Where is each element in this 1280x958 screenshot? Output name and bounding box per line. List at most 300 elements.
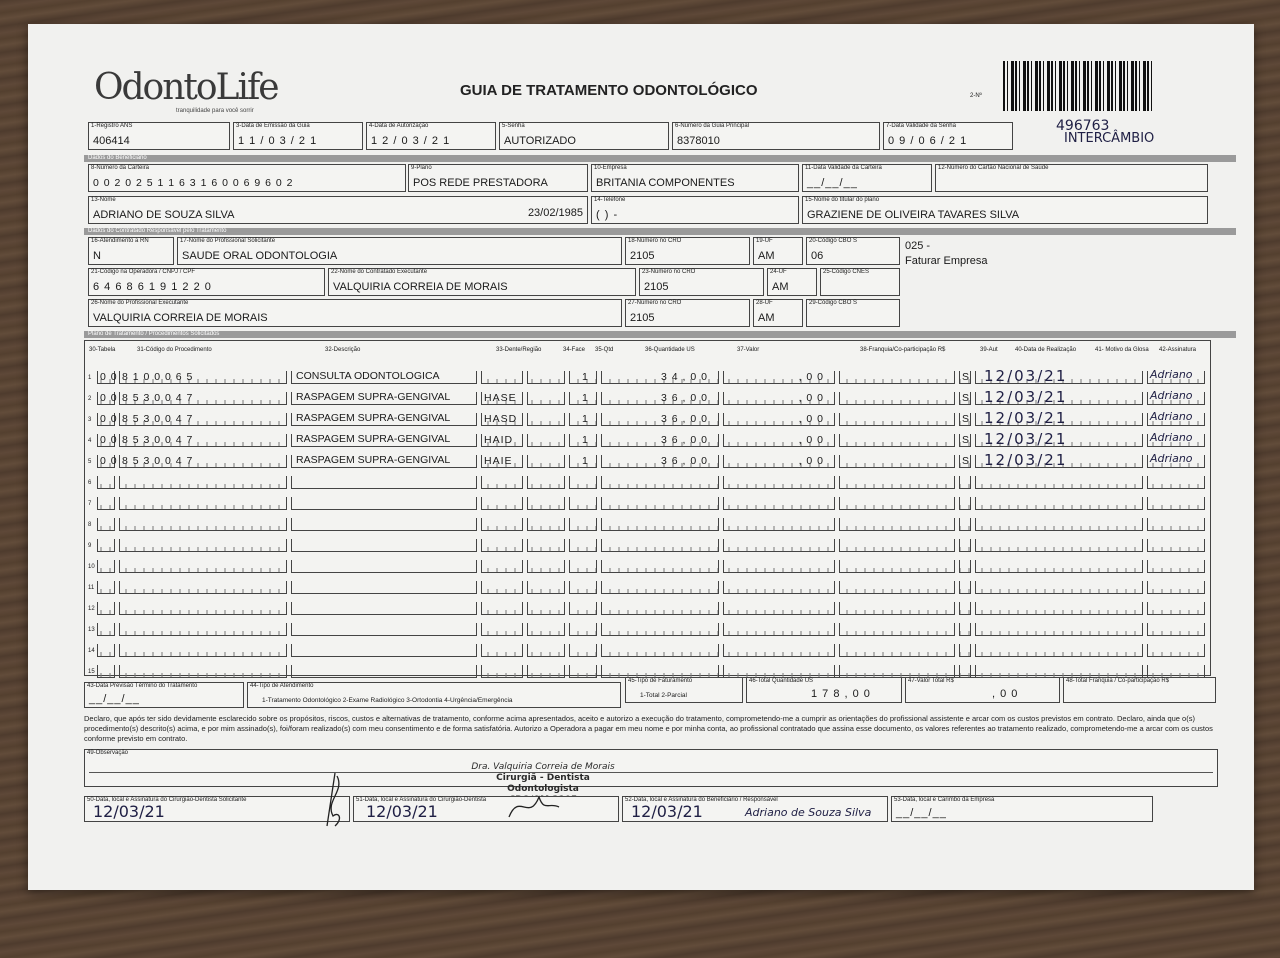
- cell-assinatura[interactable]: [1147, 452, 1205, 468]
- cell-face[interactable]: [527, 434, 565, 447]
- cell-dente[interactable]: [481, 434, 523, 447]
- field-senha[interactable]: 5-Senha AUTORIZADO: [499, 122, 669, 150]
- cell-data-text: 12/03/21: [984, 409, 1068, 427]
- field-assinatura-solicitante[interactable]: 50-Data, local e Assinatura do Cirurgião-Dentista Solicitante 12/03/21: [84, 796, 350, 822]
- cell-data[interactable]: [975, 560, 1143, 573]
- cell-tabela[interactable]: [97, 476, 115, 489]
- cell-assinatura[interactable]: [1147, 431, 1205, 447]
- cell-dente[interactable]: [481, 581, 523, 594]
- cell-us[interactable]: [601, 623, 719, 636]
- cell-aut[interactable]: [959, 413, 971, 426]
- cell-assinatura-text: Adriano: [1150, 410, 1193, 423]
- cell-descricao[interactable]: [291, 581, 477, 594]
- table-row: [85, 539, 1210, 553]
- table-row: [85, 451, 1210, 469]
- cell-tabela[interactable]: [97, 644, 115, 657]
- cell-aut-text: S: [962, 455, 971, 467]
- field-registro-ans[interactable]: 1-Registro ANS 406414: [88, 122, 230, 150]
- cell-data-text: 12/03/21: [984, 451, 1068, 469]
- cell-valor[interactable]: [723, 413, 835, 426]
- table-body: [85, 341, 1210, 675]
- cell-tabela[interactable]: [97, 539, 115, 552]
- cell-data[interactable]: [975, 581, 1143, 594]
- cell-dente[interactable]: [481, 413, 523, 426]
- cell-codigo[interactable]: [119, 665, 287, 678]
- cell-descricao[interactable]: [291, 392, 477, 405]
- row-number: 15: [88, 669, 95, 675]
- table-row: [85, 430, 1210, 448]
- cell-us[interactable]: [601, 455, 719, 468]
- cell-aut[interactable]: [959, 644, 971, 657]
- table-row: [85, 409, 1210, 427]
- cell-descricao[interactable]: [291, 518, 477, 531]
- cell-qtd-text: 1: [582, 455, 588, 467]
- cell-assinatura[interactable]: [1147, 644, 1205, 657]
- cell-codigo[interactable]: [119, 434, 287, 447]
- cell-franquia[interactable]: [839, 623, 955, 636]
- beneficiario-signature: Adriano de Souza Silva: [745, 806, 872, 819]
- guide-number: 496763: [1056, 118, 1110, 134]
- cell-descricao[interactable]: [291, 539, 477, 552]
- cell-aut[interactable]: [959, 497, 971, 510]
- cell-data[interactable]: [975, 539, 1143, 552]
- cell-face[interactable]: [527, 455, 565, 468]
- cell-tabela[interactable]: [97, 581, 115, 594]
- cell-qtd-text: 1: [582, 371, 588, 383]
- cell-valor[interactable]: [723, 455, 835, 468]
- cell-valor[interactable]: [723, 623, 835, 636]
- cell-us-text: 3 6 , 0 0: [661, 392, 708, 404]
- cell-valor[interactable]: [723, 434, 835, 447]
- cell-data[interactable]: [975, 409, 1143, 427]
- cell-dente[interactable]: [481, 665, 523, 678]
- field-data-emissao[interactable]: 3-Data de Emissão da Guia 1 1 / 0 3 / 2 1: [233, 122, 363, 150]
- cell-aut[interactable]: [959, 434, 971, 447]
- table-header-32: 32-Descrição: [325, 347, 361, 353]
- cell-qtd-text: 1: [582, 413, 588, 425]
- cell-valor-text: , 0 0: [798, 434, 824, 446]
- cell-assinatura[interactable]: [1147, 602, 1205, 615]
- cell-tabela[interactable]: [97, 560, 115, 573]
- cell-face[interactable]: [527, 623, 565, 636]
- field-tipo-faturamento[interactable]: 45-Tipo de Faturamento 1-Total 2-Parcial: [625, 677, 743, 703]
- cell-qtd-text: 1: [582, 434, 588, 446]
- field-uf-28[interactable]: 28-UF AM: [753, 299, 803, 327]
- cell-dente[interactable]: [481, 539, 523, 552]
- cell-valor[interactable]: [723, 644, 835, 657]
- cell-codigo-text: 8 5 3 0 0 4 7: [122, 392, 194, 404]
- cell-dente[interactable]: [481, 392, 523, 405]
- cell-us[interactable]: [601, 539, 719, 552]
- cell-qtd[interactable]: [569, 602, 597, 615]
- cell-qtd[interactable]: [569, 560, 597, 573]
- row-number: 10: [88, 564, 95, 570]
- cell-codigo-text: 8 5 3 0 0 4 7: [122, 413, 194, 425]
- cell-descricao[interactable]: [291, 623, 477, 636]
- field-cartao-sus[interactable]: 12-Número do Cartão Nacional de Saúde: [935, 164, 1208, 192]
- table-row: [85, 518, 1210, 532]
- table-header-42: 42-Assinatura: [1159, 347, 1197, 353]
- cell-us-text: 3 4 , 0 0: [661, 371, 708, 383]
- cell-data-text: 12/03/21: [984, 430, 1068, 448]
- field-assinatura-beneficiario[interactable]: 52-Data, local e Assinatura do Beneficiário / Responsável 12/03/21 Adriano de Souza Silva: [622, 796, 888, 822]
- row-number: 12: [88, 606, 95, 612]
- cell-us-text: 3 6 , 0 0: [661, 455, 708, 467]
- signature-dentista: [504, 787, 564, 827]
- cell-face[interactable]: [527, 602, 565, 615]
- cell-tabela-text: 0 0: [100, 413, 118, 425]
- field-carimbo-empresa[interactable]: 53-Data, local e Carimbo da Empresa __/__/__: [891, 796, 1153, 822]
- field-cnpj[interactable]: 21-Código na Operadora / CNPJ / CPF 6 4 6 8 6 1 9 1 2 2 0: [88, 268, 325, 296]
- cell-codigo-text: 8 5 3 0 0 4 7: [122, 455, 194, 467]
- cell-aut[interactable]: [959, 560, 971, 573]
- field-empresa[interactable]: 10-Empresa BRITANIA COMPONENTES: [591, 164, 799, 192]
- table-row: [85, 581, 1210, 595]
- cell-franquia[interactable]: [839, 455, 955, 468]
- cell-valor[interactable]: [723, 581, 835, 594]
- table-row: [85, 623, 1210, 637]
- cell-codigo[interactable]: [119, 560, 287, 573]
- cell-codigo-text: 8 1 0 0 0 6 5: [122, 371, 194, 383]
- cell-tabela[interactable]: [97, 392, 118, 405]
- cell-tabela-text: 0 0: [100, 434, 118, 446]
- faturar-text: Faturar Empresa: [905, 255, 988, 267]
- cell-codigo[interactable]: [119, 455, 287, 468]
- declaration-text: Declaro, que após ter sido devidamente esclarecido sobre os propósitos, riscos, custos e alternativas de tratamento, conforme acima apresentados, aceito e autorizo a execução do tratamento, comprometendo-me a cumprir as orientações do profissional assistente e arcar com os custos previstos em contrato. Declaro, ainda que o(s) procedimento(s) descrito(s) acima, e por mim assinado(s), foi/foram realizado(s) com meu consentimento e de forma satisfatória. Autorizo a Operadora a pagar em meu nome e por minha conta, ao profissional contratado que assina esse documento, os valores referentes ao tratamento realizado, comprometendo-me a arcar com os custos conforme previsto em contrato.: [84, 714, 1213, 743]
- field-plano[interactable]: 9-Plano POS REDE PRESTADORA: [408, 164, 588, 192]
- field-atendimento-rn[interactable]: 16-Atendimento a RN N: [88, 237, 174, 265]
- cell-descricao[interactable]: [291, 665, 477, 678]
- cell-tabela[interactable]: [97, 371, 118, 384]
- cell-face[interactable]: [527, 560, 565, 573]
- cell-data[interactable]: [975, 623, 1143, 636]
- cell-dente-text: HASD: [484, 413, 518, 425]
- observacao-line: [89, 772, 1213, 773]
- cell-data[interactable]: [975, 644, 1143, 657]
- cell-descricao[interactable]: [291, 644, 477, 657]
- cell-us[interactable]: [601, 497, 719, 510]
- cell-franquia[interactable]: [839, 539, 955, 552]
- cell-assinatura[interactable]: [1147, 539, 1205, 552]
- cell-valor[interactable]: [723, 560, 835, 573]
- cell-us[interactable]: [601, 476, 719, 489]
- cell-valor[interactable]: [723, 371, 835, 384]
- cell-qtd[interactable]: [569, 392, 597, 405]
- field-validade-senha[interactable]: 7-Data Validade da Senha 0 9 / 0 6 / 2 1: [883, 122, 1013, 150]
- cell-codigo[interactable]: [119, 518, 287, 531]
- cell-qtd[interactable]: [569, 539, 597, 552]
- field-prof-executante[interactable]: 26-Nome do Profissional Executante VALQUIRIA CORREIA DE MORAIS: [88, 299, 622, 327]
- field-contratado[interactable]: 22-Nome do Contratado Executante VALQUIRIA CORREIA DE MORAIS: [328, 268, 636, 296]
- cell-dente[interactable]: [481, 518, 523, 531]
- cell-us[interactable]: [601, 392, 719, 405]
- cell-assinatura[interactable]: [1147, 497, 1205, 510]
- cell-qtd[interactable]: [569, 413, 597, 426]
- table-header-37: 37-Valor: [737, 347, 760, 353]
- table-header-30: 30-Tabela: [89, 347, 116, 353]
- cell-face[interactable]: [527, 518, 565, 531]
- cell-data[interactable]: [975, 602, 1143, 615]
- field-cbo-29[interactable]: 29-Código CBO S: [806, 299, 900, 327]
- table-header-33: 33-Dente/Região: [496, 347, 542, 353]
- cell-codigo[interactable]: [119, 581, 287, 594]
- cell-us[interactable]: [601, 434, 719, 447]
- cell-valor[interactable]: [723, 476, 835, 489]
- cell-franquia[interactable]: [839, 476, 955, 489]
- table-row: [85, 388, 1210, 406]
- cell-aut[interactable]: [959, 455, 971, 468]
- cell-assinatura[interactable]: [1147, 581, 1205, 594]
- field-guia-principal[interactable]: 6-Número da Guia Principal 8378010: [672, 122, 880, 150]
- cell-franquia[interactable]: [839, 560, 955, 573]
- cell-dente[interactable]: [481, 623, 523, 636]
- cell-face[interactable]: [527, 581, 565, 594]
- logo-brand: OdontoLife: [94, 67, 278, 108]
- cell-tabela[interactable]: [97, 623, 115, 636]
- signature-solicitante: [315, 771, 355, 831]
- cell-dente-text: HASE: [484, 392, 517, 404]
- cell-us[interactable]: [601, 413, 719, 426]
- cell-us[interactable]: [601, 602, 719, 615]
- field-telefone[interactable]: 14-Telefone ( ) -: [591, 196, 799, 224]
- cell-tabela[interactable]: [97, 413, 118, 426]
- cell-franquia[interactable]: [839, 434, 955, 447]
- cell-franquia[interactable]: [839, 518, 955, 531]
- row-number: 4: [88, 438, 92, 444]
- cell-aut[interactable]: [959, 476, 971, 489]
- field-cnes[interactable]: 25-Código CNES: [820, 268, 900, 296]
- cell-qtd[interactable]: [569, 497, 597, 510]
- table-row: [85, 560, 1210, 574]
- cell-tabela[interactable]: [97, 665, 115, 678]
- cell-valor-text: , 0 0: [798, 371, 824, 383]
- row-number: 1: [88, 375, 92, 381]
- dentist-stamp: Dra. Valquiria Correia de Morais Cirurgiã - Dentista Odontologista: [471, 762, 615, 794]
- cell-face[interactable]: [527, 497, 565, 510]
- cell-assinatura-text: Adriano: [1150, 368, 1193, 381]
- cell-data[interactable]: [975, 430, 1143, 448]
- cell-us[interactable]: [601, 560, 719, 573]
- field-numero-carteira[interactable]: 8-Número da Carteira 0 0 2 0 2 5 1 1 6 3 1 6 0 0 6 9 6 0 2: [88, 164, 406, 192]
- cell-qtd[interactable]: [569, 581, 597, 594]
- cell-franquia[interactable]: [839, 392, 955, 405]
- cell-data[interactable]: [975, 451, 1143, 469]
- row-number: 7: [88, 501, 92, 507]
- cell-face[interactable]: [527, 392, 565, 405]
- cell-franquia[interactable]: [839, 644, 955, 657]
- cell-aut[interactable]: [959, 623, 971, 636]
- cell-codigo[interactable]: [119, 497, 287, 510]
- cell-valor[interactable]: [723, 392, 835, 405]
- cell-us[interactable]: [601, 644, 719, 657]
- table-header-35: 35-Qtd: [595, 347, 614, 353]
- field-assinatura-dentista[interactable]: 51-Data, local e Assinatura do Cirurgião-Dentista 12/03/21: [353, 796, 619, 822]
- cell-qtd[interactable]: [569, 665, 597, 678]
- field-titular[interactable]: 15-Nome do titular do plano GRAZIENE DE OLIVEIRA TAVARES SILVA: [802, 196, 1208, 224]
- cell-tabela[interactable]: [97, 602, 115, 615]
- field-previsao-termino[interactable]: 43-Data Previsão Término do Tratamento __/__/__: [84, 682, 244, 708]
- cell-us[interactable]: [601, 371, 719, 384]
- cell-tabela[interactable]: [97, 455, 118, 468]
- cell-codigo[interactable]: [119, 371, 287, 384]
- cell-data[interactable]: [975, 518, 1143, 531]
- cell-us[interactable]: [601, 518, 719, 531]
- procedures-table: [84, 340, 1211, 676]
- field-cro-23[interactable]: 23-Número no CRO 2105: [639, 268, 764, 296]
- cell-franquia[interactable]: [839, 371, 955, 384]
- cell-face[interactable]: [527, 644, 565, 657]
- field-data-autorizacao[interactable]: 4-Data de Autorização 1 2 / 0 3 / 2 1: [366, 122, 496, 150]
- cell-franquia[interactable]: [839, 602, 955, 615]
- table-row: [85, 497, 1210, 511]
- cell-dente[interactable]: [481, 560, 523, 573]
- cell-aut[interactable]: [959, 371, 971, 384]
- cell-qtd[interactable]: [569, 371, 597, 384]
- field-total-franquia[interactable]: 48-Total Franquia / Co-participação R$: [1063, 677, 1216, 703]
- cell-assinatura-text: Adriano: [1150, 452, 1193, 465]
- cell-franquia[interactable]: [839, 581, 955, 594]
- cell-franquia[interactable]: [839, 497, 955, 510]
- cell-us[interactable]: [601, 581, 719, 594]
- cell-assinatura-text: Adriano: [1150, 389, 1193, 402]
- field-tipo-atendimento[interactable]: 44-Tipo de Atendimento 1-Tratamento Odontológico 2-Exame Radiológico 3-Ortodontia 4-Urgência/Emergência: [247, 682, 621, 708]
- cell-dente-text: HAIE: [484, 455, 513, 467]
- cell-face[interactable]: [527, 413, 565, 426]
- cell-aut[interactable]: [959, 581, 971, 594]
- cell-valor-text: , 0 0: [798, 413, 824, 425]
- cell-aut[interactable]: [959, 539, 971, 552]
- cell-codigo[interactable]: [119, 644, 287, 657]
- field-nome[interactable]: 13-Nome ADRIANO DE SOUZA SILVA 23/02/1985: [88, 196, 588, 224]
- cell-assinatura[interactable]: [1147, 389, 1205, 405]
- cell-face[interactable]: [527, 665, 565, 678]
- cell-dente[interactable]: [481, 644, 523, 657]
- cell-us-text: 3 6 , 0 0: [661, 434, 708, 446]
- field-uf-24[interactable]: 24-UF AM: [767, 268, 817, 296]
- cell-qtd[interactable]: [569, 518, 597, 531]
- cell-face[interactable]: [527, 476, 565, 489]
- cell-face[interactable]: [527, 371, 565, 384]
- logo-tagline: tranquilidade para você sorrir: [176, 108, 254, 114]
- cell-dente[interactable]: [481, 455, 523, 468]
- cell-qtd[interactable]: [569, 434, 597, 447]
- cell-descricao-text: RASPAGEM SUPRA-GENGIVAL: [296, 391, 451, 403]
- cell-descricao[interactable]: [291, 497, 477, 510]
- cell-aut-text: S: [962, 371, 971, 383]
- birth-date: 23/02/1985: [527, 207, 583, 219]
- field-uf-19[interactable]: 19-UF AM: [753, 237, 803, 265]
- cell-assinatura[interactable]: [1147, 476, 1205, 489]
- cell-assinatura[interactable]: [1147, 623, 1205, 636]
- row-number: 5: [88, 459, 92, 465]
- cell-descricao-text: RASPAGEM SUPRA-GENGIVAL: [296, 433, 451, 445]
- cell-tabela[interactable]: [97, 518, 115, 531]
- cell-codigo[interactable]: [119, 539, 287, 552]
- cell-assinatura-text: Adriano: [1150, 431, 1193, 444]
- table-header-31: 31-Código do Procedimento: [137, 347, 212, 353]
- cell-descricao[interactable]: [291, 413, 477, 426]
- guide-number-note: INTERCÂMBIO: [1064, 131, 1155, 146]
- cell-tabela-text: 0 0: [100, 371, 118, 383]
- table-header-41: 41- Motivo da Glosa: [1095, 347, 1149, 353]
- cell-codigo[interactable]: [119, 476, 287, 489]
- cell-tabela[interactable]: [97, 434, 118, 447]
- cell-descricao[interactable]: [291, 560, 477, 573]
- cell-valor[interactable]: [723, 539, 835, 552]
- field-cro-27[interactable]: 27-Número no CRO 2105: [625, 299, 750, 327]
- cell-qtd[interactable]: [569, 476, 597, 489]
- cell-qtd[interactable]: [569, 455, 597, 468]
- cell-valor[interactable]: [723, 602, 835, 615]
- cell-codigo-text: 8 5 3 0 0 4 7: [122, 434, 194, 446]
- cell-aut[interactable]: [959, 392, 971, 405]
- field-validade-carteira[interactable]: 11-Data Validade da Carteira __/__/__: [802, 164, 932, 192]
- cell-aut[interactable]: [959, 518, 971, 531]
- field-valor-total[interactable]: 47-Valor Total R$ , 0 0: [905, 677, 1060, 703]
- cell-assinatura[interactable]: [1147, 410, 1205, 426]
- cell-franquia[interactable]: [839, 413, 955, 426]
- cell-data-text: 12/03/21: [984, 388, 1068, 406]
- cell-dente[interactable]: [481, 497, 523, 510]
- cell-valor[interactable]: [723, 497, 835, 510]
- cell-descricao[interactable]: [291, 476, 477, 489]
- cell-descricao[interactable]: [291, 602, 477, 615]
- cell-valor[interactable]: [723, 518, 835, 531]
- cell-data[interactable]: [975, 497, 1143, 510]
- cell-tabela[interactable]: [97, 497, 115, 510]
- cell-aut-text: S: [962, 434, 971, 446]
- row-number: 14: [88, 648, 95, 654]
- cell-dente[interactable]: [481, 602, 523, 615]
- cell-qtd[interactable]: [569, 623, 597, 636]
- field-prof-solicitante[interactable]: 17-Nome do Profissional Solicitante SAUDE ORAL ODONTOLOGIA: [177, 237, 622, 265]
- cell-assinatura[interactable]: [1147, 368, 1205, 384]
- cell-dente[interactable]: [481, 371, 523, 384]
- section-beneficiario: Dados do Beneficiário: [84, 155, 1236, 162]
- cell-data[interactable]: [975, 367, 1143, 385]
- cell-aut[interactable]: [959, 602, 971, 615]
- cell-descricao[interactable]: [291, 434, 477, 447]
- cell-codigo[interactable]: [119, 392, 287, 405]
- cell-qtd-text: 1: [582, 392, 588, 404]
- cell-face[interactable]: [527, 539, 565, 552]
- guide-form-sheet: [28, 24, 1254, 890]
- field-observacao[interactable]: 49-Observação: [84, 749, 1218, 787]
- table-header-39: 39-Aut: [980, 347, 998, 353]
- field-total-us[interactable]: 46-Total Quantidade US 1 7 8 , 0 0: [746, 677, 902, 703]
- field-cro-18[interactable]: 18-Número no CRO 2105: [625, 237, 750, 265]
- cell-codigo[interactable]: [119, 602, 287, 615]
- cell-assinatura[interactable]: [1147, 560, 1205, 573]
- table-row: [85, 644, 1210, 658]
- cell-descricao[interactable]: [291, 371, 477, 384]
- table-row: [85, 602, 1210, 616]
- field-cbo-20[interactable]: 20-Código CBO S 06: [806, 237, 900, 265]
- cell-codigo[interactable]: [119, 413, 287, 426]
- table-row: [85, 367, 1210, 385]
- cell-descricao[interactable]: [291, 455, 477, 468]
- barcode: [1003, 61, 1153, 111]
- cell-data[interactable]: [975, 476, 1143, 489]
- cell-us-text: 3 6 , 0 0: [661, 413, 708, 425]
- cell-valor-text: , 0 0: [798, 392, 824, 404]
- cell-descricao-text: RASPAGEM SUPRA-GENGIVAL: [296, 454, 451, 466]
- cell-codigo[interactable]: [119, 623, 287, 636]
- cell-dente[interactable]: [481, 476, 523, 489]
- cell-assinatura[interactable]: [1147, 518, 1205, 531]
- cell-data[interactable]: [975, 388, 1143, 406]
- cell-qtd[interactable]: [569, 644, 597, 657]
